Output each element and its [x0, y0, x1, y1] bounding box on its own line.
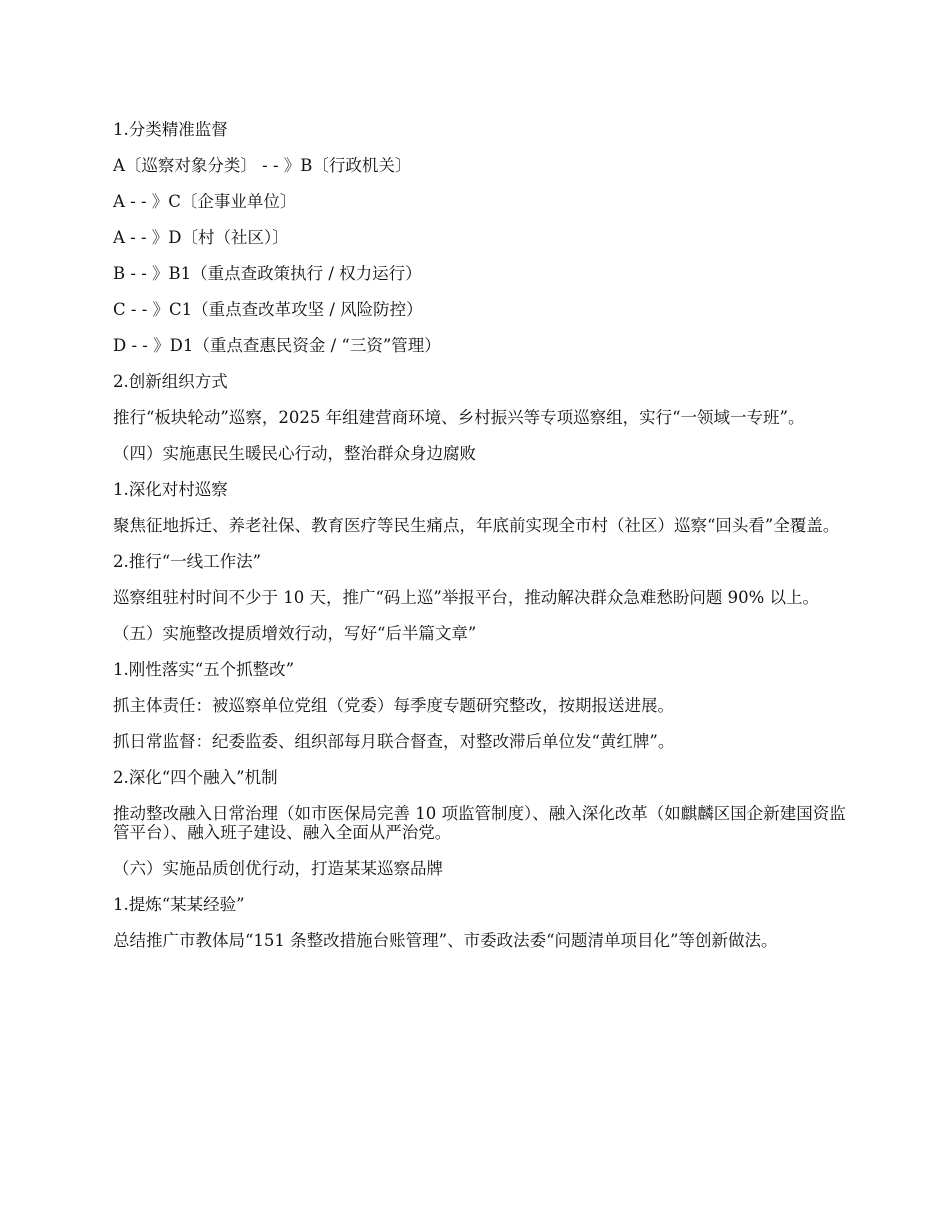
flow-line: C - - 》C1（重点查改革攻坚 / 风险防控） [113, 300, 423, 319]
body-paragraph: 抓主体责任：被巡察单位党组（党委）每季度专题研究整改，按期报送进展。 [113, 696, 674, 715]
body-paragraph: 总结推广市教体局“151 条整改措施台账管理”、市委政法委“问题清单项目化”等创新做法。 [113, 931, 778, 950]
section-heading: 1.提炼“某某经验” [113, 895, 245, 914]
flow-line: A - - 》C〔企事业单位〕 [113, 192, 297, 211]
body-paragraph: 抓日常监督：纪委监委、组织部每月联合督查，对整改滞后单位发“黄红牌”。 [113, 732, 675, 751]
section-heading: 1.深化对村巡察 [113, 480, 228, 499]
section-heading: （五）实施整改提质增效行动，写好“后半篇文章” [113, 624, 477, 643]
flow-line: A - - 》D〔村（社区）〕 [113, 228, 289, 247]
section-heading: 1.刚性落实“五个抓整改” [113, 660, 295, 679]
flow-line: A〔巡察对象分类〕 - - 》B〔行政机关〕 [113, 156, 412, 175]
section-heading: 2.推行“一线工作法” [113, 552, 262, 571]
body-paragraph: 推动整改融入日常治理（如市医保局完善 10 项监管制度）、融入深化改革（如麒麟区国企新建国资监管平台）、融入班子建设、融入全面从严治党。 [113, 804, 846, 842]
flow-line: B - - 》B1（重点查政策执行 / 权力运行） [113, 264, 422, 283]
section-heading: （四）实施惠民生暖民心行动，整治群众身边腐败 [113, 444, 476, 463]
flow-line: D - - 》D1（重点查惠民资金 / “三资”管理） [113, 336, 441, 355]
body-paragraph: 聚焦征地拆迁、养老社保、教育医疗等民生痛点，年底前实现全市村（社区）巡察“回头看”全覆盖。 [113, 516, 840, 535]
body-paragraph: 巡察组驻村时间不少于 10 天，推广“码上巡”举报平台，推动解决群众急难愁盼问题 90% 以上。 [113, 588, 820, 607]
section-heading: 2.深化“四个融入”机制 [113, 768, 278, 787]
body-paragraph: 推行“板块轮动”巡察，2025 年组建营商环境、乡村振兴等专项巡察组，实行“一领域一专班”。 [113, 408, 805, 427]
section-heading: 1.分类精准监督 [113, 120, 228, 139]
section-heading: 2.创新组织方式 [113, 372, 228, 391]
section-heading: （六）实施品质创优行动，打造某某巡察品牌 [113, 859, 443, 878]
